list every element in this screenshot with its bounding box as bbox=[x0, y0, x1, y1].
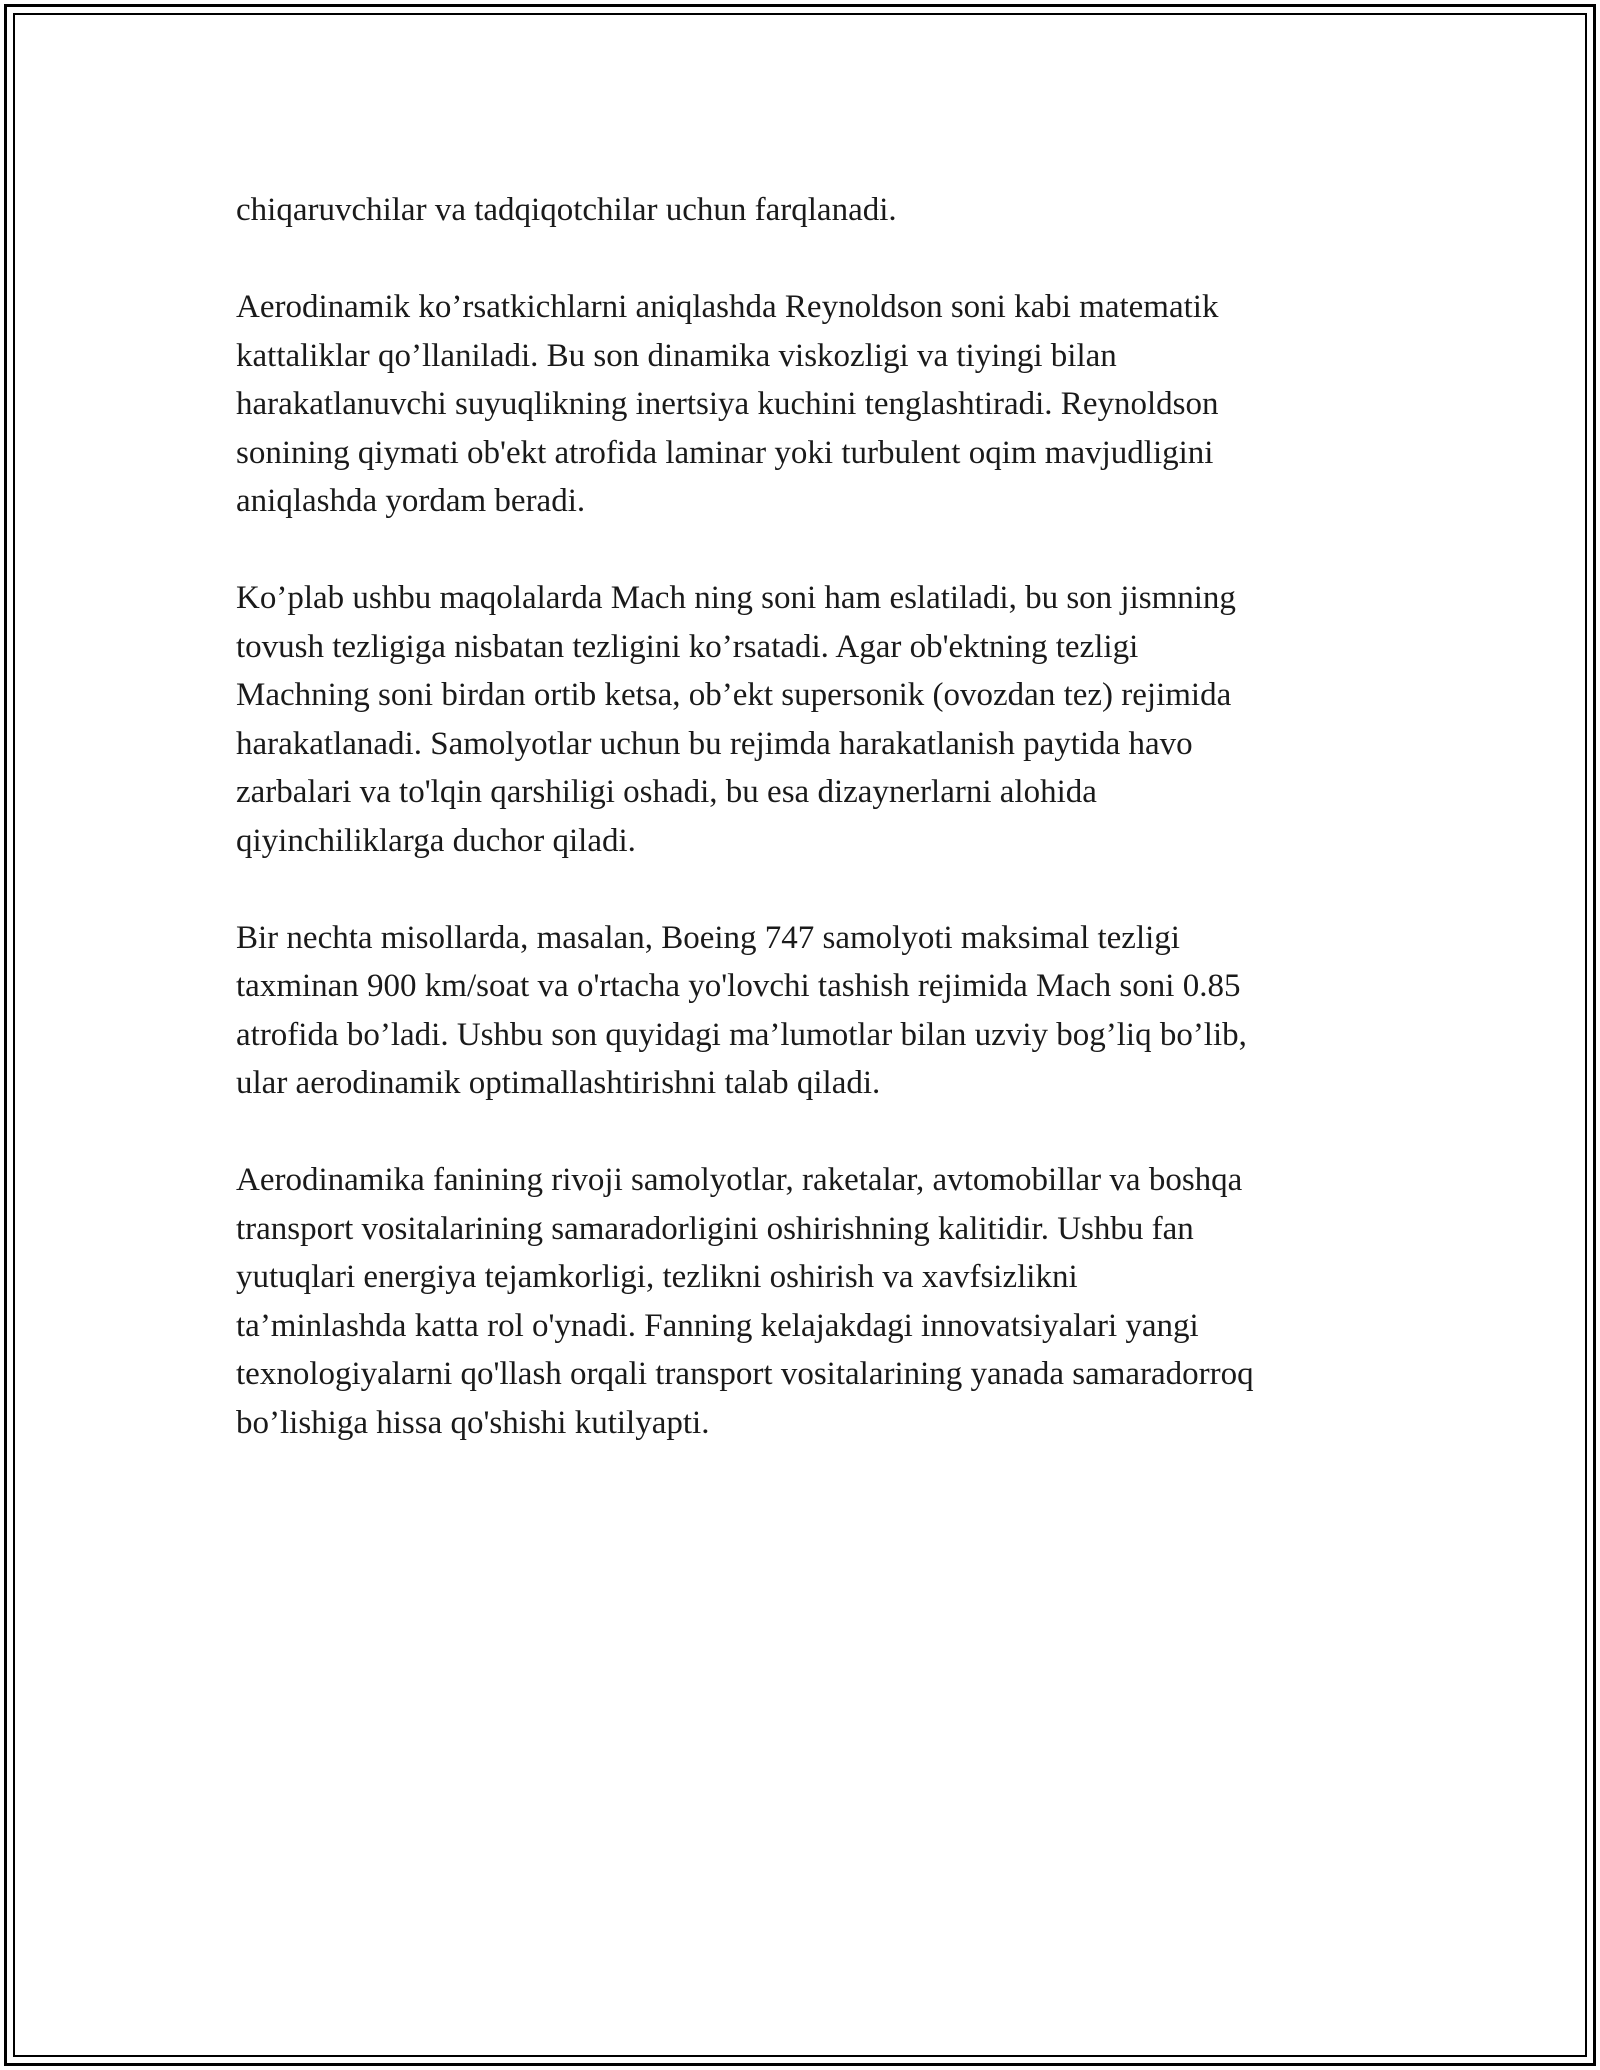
paragraph-conclusion: Aerodinamika fanining rivoji samolyotlar, raketalar, avtomobillar va boshqa transport vositalarining samaradorligini oshirishning kalitidir. Ushbu fan yutuqlari energiya tejamkorligi, tezlikni oshirish va xavfsizlikni ta’minlashda katta rol o'ynadi. Fanning kelajakdagi innovatsiyalari yangi texnologiyalarni qo'llash orqali transport vositalarining yanada samaradorroq bo’lishiga hissa qo'shishi kutilyapti. bbox=[236, 1162, 1254, 1441]
paragraph-boeing-example: Bir nechta misollarda, masalan, Boeing 747 samolyoti maksimal tezligi taxminan 900 km/soat va o'rtacha yo'lovchi tashish rejimida Mach soni 0.85 atrofida bo’ladi. Ushbu son quyidagi ma’lumotlar bilan uzviy bog’liq bo’lib, ular aerodinamik optimallashtirishni talab qiladi. bbox=[236, 919, 1247, 1101]
paragraph-intro-continuation: chiqaruvchilar va tadqiqotchilar uchun farqlanadi. bbox=[236, 192, 897, 228]
document-body bbox=[236, 186, 1376, 1496]
paragraph-reynolds-number: Aerodinamik ko’rsatkichlarni aniqlashda Reynoldson soni kabi matematik kattaliklar qo’llaniladi. Bu son dinamika viskozligi va tiyingi bilan harakatlanuvchi suyuqlikning inertsiya kuchini tenglashtiradi. Reynoldson sonining qiymati ob'ekt atrofida laminar yoki turbulent oqim mavjudligini aniqlashda yordam beradi. bbox=[236, 289, 1219, 519]
paragraph-mach-number: Ko’plab ushbu maqolalarda Mach ning soni ham eslatiladi, bu son jismning tovush tezligiga nisbatan tezligini ko’rsatadi. Agar ob'ektning tezligi Machning soni birdan ortib ketsa, ob’ekt supersonik (ovozdan tez) rejimida harakatlanadi. Samolyotlar uchun bu rejimda harakatlanish paytida havo zarbalari va to'lqin qarshiligi oshadi, bu esa dizaynerlarni alohida qiyinchiliklarga duchor qiladi. bbox=[236, 580, 1236, 859]
